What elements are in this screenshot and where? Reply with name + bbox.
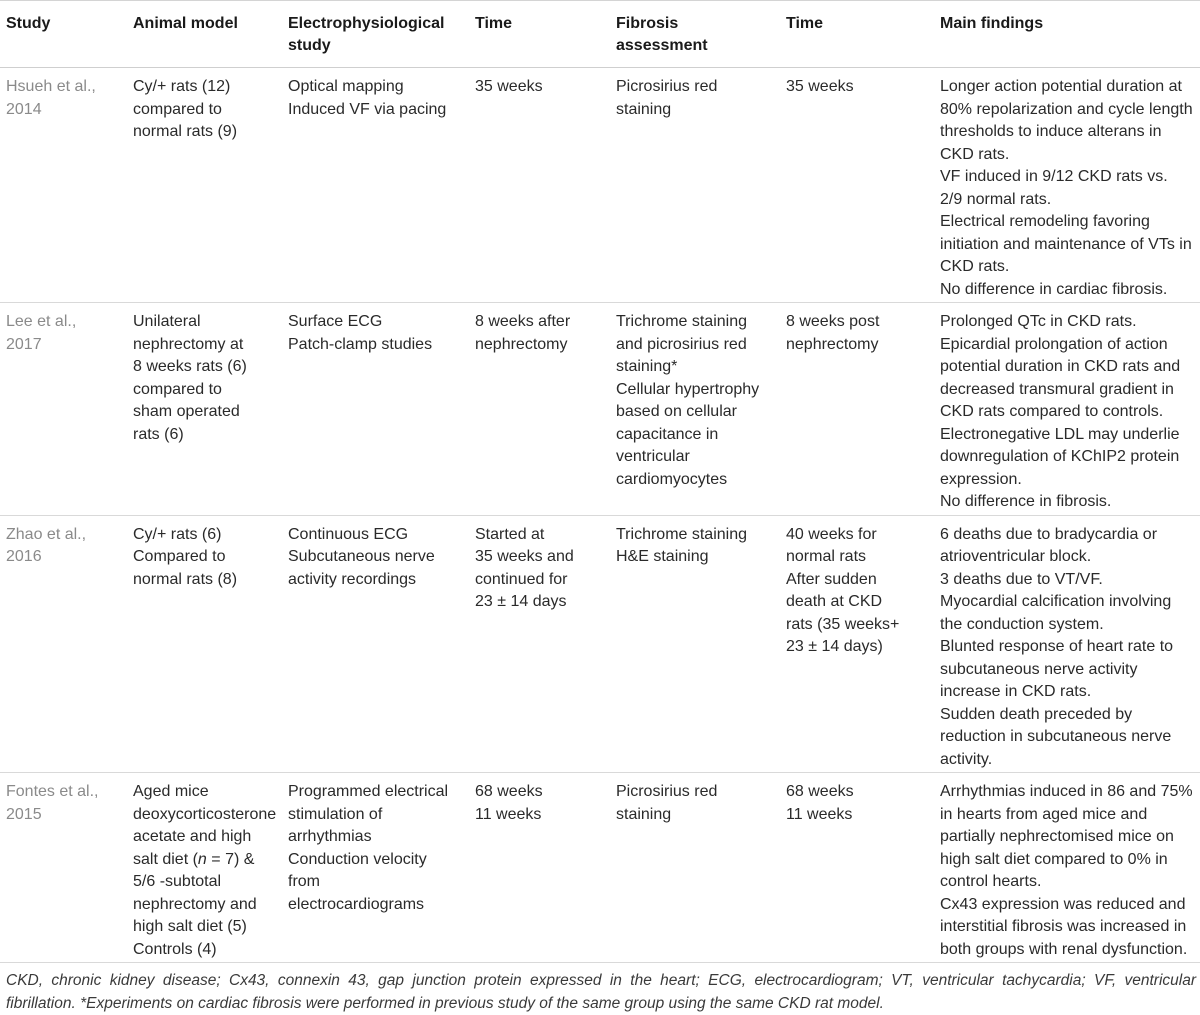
cell-line: normal rats (8) xyxy=(133,570,238,588)
cell-line: Subcutaneous nerve xyxy=(288,548,435,565)
cell-line: control hearts. xyxy=(940,873,1042,890)
cell-line: both groups with renal dysfunction. xyxy=(940,940,1188,958)
electrophysiological-study-cell xyxy=(280,68,467,303)
cell-line: nephrectomy xyxy=(786,335,879,353)
cell-line: initiation and maintenance of VTs in xyxy=(940,235,1192,253)
cell-line: 2017 xyxy=(6,335,42,353)
header-electrophysiological-study: Electrophysiological study xyxy=(288,15,445,54)
cell-line: 2016 xyxy=(6,548,42,565)
cell-line: deoxycorticosterone xyxy=(133,805,277,823)
cell-line: nephrectomy and xyxy=(133,895,257,913)
cell-line: staining xyxy=(616,100,672,118)
study-cell xyxy=(0,68,125,303)
cell-line: Electronegative LDL may underlie xyxy=(940,425,1180,443)
cell-line: electrocardiograms xyxy=(288,895,425,913)
cell-line: rats (6) xyxy=(133,425,184,443)
cell-line: 3 deaths due to VT/VF. xyxy=(940,570,1103,588)
table-row xyxy=(0,303,1200,516)
cell-line: Cx43 expression was reduced and xyxy=(940,895,1186,913)
cell-line: CKD rats. xyxy=(940,258,1010,275)
main-findings-cell xyxy=(932,773,1200,963)
animal-model-cell xyxy=(125,303,280,516)
cell-line: normal rats (9) xyxy=(133,123,238,140)
cell-line: staining* xyxy=(616,358,678,375)
cell-line: reduction in subcutaneous nerve xyxy=(940,728,1172,745)
cell-line: nephrectomy at xyxy=(133,335,244,353)
cell-line: Cy/+ rats (12) xyxy=(133,78,231,95)
cell-line: acetate and high xyxy=(133,828,252,845)
fibrosis-time-cell xyxy=(778,303,932,516)
header-study: Study xyxy=(6,15,51,32)
cell-line: Cellular hypertrophy xyxy=(616,380,760,398)
cell-line: H&E staining xyxy=(616,548,709,565)
cell-line: 40 weeks for xyxy=(786,525,877,543)
cell-line: salt diet (n = 7) & xyxy=(133,850,255,868)
cell-line: Aged mice xyxy=(133,783,209,800)
time-cell xyxy=(467,773,608,963)
cell-line: Conduction velocity xyxy=(288,850,427,868)
cell-line: Picrosirius red xyxy=(616,78,718,95)
cell-line: from xyxy=(288,873,320,890)
cell-line: based on cellular xyxy=(616,403,737,420)
main-findings-cell xyxy=(932,68,1200,303)
cell-line: ventricular xyxy=(616,448,690,465)
cell-line: Programmed electrical xyxy=(288,783,449,800)
cell-line: Picrosirius red xyxy=(616,783,718,800)
fibrosis-assessment-cell xyxy=(608,773,778,963)
fibrosis-assessment-cell xyxy=(608,68,778,303)
fibrosis-time-cell xyxy=(778,515,932,773)
cell-line: Surface ECG xyxy=(288,313,383,330)
main-findings-cell xyxy=(932,303,1200,516)
cell-line: 35 weeks and xyxy=(475,548,574,565)
time-cell xyxy=(467,515,608,773)
header-time: Time xyxy=(475,15,513,32)
cell-line: partially nephrectomised mice on xyxy=(940,828,1174,845)
cell-line: No difference in cardiac fibrosis. xyxy=(940,280,1168,298)
cell-line: Zhao et al., xyxy=(6,525,87,543)
cell-line: Prolonged QTc in CKD rats. xyxy=(940,313,1137,330)
cell-line: high salt diet (5) xyxy=(133,918,247,935)
cell-line: Continuous ECG xyxy=(288,525,409,543)
cell-line: 23 ± 14 days) xyxy=(786,638,883,655)
cell-line: 68 weeks xyxy=(475,783,543,800)
cell-line: 2014 xyxy=(6,100,42,118)
cell-line: compared to xyxy=(133,100,222,118)
cell-line: Trichrome staining xyxy=(616,313,748,330)
animal-model-cell xyxy=(125,773,280,963)
cell-line: 80% repolarization and cycle length xyxy=(940,100,1193,118)
table-row xyxy=(0,68,1200,303)
cell-line: 2/9 normal rats. xyxy=(940,190,1052,208)
cell-line: continued for xyxy=(475,570,568,588)
cell-line: 68 weeks xyxy=(786,783,854,800)
cell-line: arrhythmias xyxy=(288,828,372,845)
cell-line: cardiomyocytes xyxy=(616,470,728,488)
cell-line: Unilateral xyxy=(133,313,201,330)
electrophysiological-study-cell xyxy=(280,515,467,773)
time-cell xyxy=(467,303,608,516)
cell-line: atrioventricular block. xyxy=(940,548,1092,565)
cell-line: Sudden death preceded by xyxy=(940,705,1133,723)
cell-line: Trichrome staining xyxy=(616,525,748,543)
cell-line: Induced VF via pacing xyxy=(288,100,447,118)
table-row xyxy=(0,773,1200,963)
cell-line: stimulation of xyxy=(288,805,383,823)
cell-line: expression. xyxy=(940,470,1022,488)
animal-model-cell xyxy=(125,515,280,773)
cell-line: downregulation of KChIP2 protein xyxy=(940,448,1180,465)
study-cell xyxy=(0,303,125,516)
cell-line: subcutaneous nerve activity xyxy=(940,660,1138,678)
cell-line: potential duration in CKD rats and xyxy=(940,358,1181,375)
study-cell xyxy=(0,773,125,963)
cell-line: VF induced in 9/12 CKD rats vs. xyxy=(940,168,1168,185)
fibrosis-assessment-cell xyxy=(608,303,778,516)
fibrosis-assessment-cell xyxy=(608,515,778,773)
cell-line: the conduction system. xyxy=(940,615,1104,633)
cell-line: nephrectomy xyxy=(475,335,568,353)
cell-line: activity recordings xyxy=(288,570,417,588)
fibrosis-time-cell xyxy=(778,68,932,303)
cell-line: activity. xyxy=(940,750,993,768)
cell-line: CKD rats. xyxy=(940,145,1010,163)
electrophysiological-study-cell xyxy=(280,773,467,963)
cell-line: 35 weeks xyxy=(786,78,854,95)
cell-line: in hearts from aged mice and xyxy=(940,805,1148,823)
cell-line: decreased transmural gradient in xyxy=(940,380,1174,398)
cell-line: thresholds to induce alterans in xyxy=(940,123,1162,140)
cell-line: increase in CKD rats. xyxy=(940,683,1092,700)
cell-line: 6 deaths due to bradycardia or xyxy=(940,525,1158,543)
cell-line: Epicardial prolongation of action xyxy=(940,335,1168,353)
cell-line: 2015 xyxy=(6,805,42,823)
cell-line: 11 weeks xyxy=(475,805,542,823)
cell-line: 35 weeks xyxy=(475,78,543,95)
cell-line: interstitial fibrosis was increased in xyxy=(940,918,1187,935)
header-fibrosis-assessment: Fibrosis assessment xyxy=(616,15,708,54)
header-main-findings: Main findings xyxy=(940,15,1044,32)
cell-line: 8 weeks after xyxy=(475,313,571,330)
cell-line: CKD rats compared to controls. xyxy=(940,403,1164,420)
cell-line: death at CKD xyxy=(786,593,883,610)
header-animal-model: Animal model xyxy=(133,15,238,32)
header-time-fibrosis: Time xyxy=(786,15,824,32)
cell-line: 5/6 -subtotal xyxy=(133,873,222,890)
cell-line: Blunted response of heart rate to xyxy=(940,638,1174,655)
cell-line: Arrhythmias induced in 86 and 75% xyxy=(940,783,1193,800)
cell-line: Electrical remodeling favoring xyxy=(940,213,1150,230)
cell-line: normal rats xyxy=(786,548,867,565)
cell-line: sham operated xyxy=(133,403,240,420)
footnote-line: fibrillation. *Experiments on cardiac fibrosis were performed in previous study of the same group using the same CKD rat model. xyxy=(6,995,884,1012)
cell-line: staining xyxy=(616,805,672,823)
cell-line: 8 weeks rats (6) xyxy=(133,358,247,375)
cell-line: Started at xyxy=(475,525,545,543)
cell-line: Fontes et al., xyxy=(6,783,99,800)
cell-line: 11 weeks xyxy=(786,805,853,823)
table-header-row xyxy=(0,1,1200,68)
table-footnote xyxy=(0,963,1200,1015)
electrophysiological-study-cell xyxy=(280,303,467,516)
cell-line: Myocardial calcification involving xyxy=(940,593,1172,610)
footnote-line: CKD, chronic kidney disease; Cx43, connexin 43, gap junction protein expressed in the heart; ECG, electrocardiogram; VT, ventricular tachycardia; VF, ventricular xyxy=(6,972,1196,989)
cell-line: compared to xyxy=(133,380,222,398)
cell-line: Longer action potential duration at xyxy=(940,78,1182,95)
cell-line: Hsueh et al., xyxy=(6,78,96,95)
cell-line: 23 ± 14 days xyxy=(475,593,567,610)
animal-model-cell xyxy=(125,68,280,303)
study-cell xyxy=(0,515,125,773)
cell-line: After sudden xyxy=(786,570,877,588)
cell-line: Patch-clamp studies xyxy=(288,335,433,353)
cell-line: rats (35 weeks+ xyxy=(786,615,900,633)
fibrosis-time-cell xyxy=(778,773,932,963)
cell-line: Lee et al., xyxy=(6,313,77,330)
cell-line: and picrosirius red xyxy=(616,335,747,353)
cell-line: high salt diet compared to 0% in xyxy=(940,850,1168,868)
cell-line: Cy/+ rats (6) xyxy=(133,525,222,543)
cell-line: No difference in fibrosis. xyxy=(940,493,1112,510)
cell-line: 8 weeks post xyxy=(786,313,880,330)
main-findings-cell xyxy=(932,515,1200,773)
cell-line: capacitance in xyxy=(616,425,719,443)
cell-line: Compared to xyxy=(133,548,226,565)
cell-line: Controls (4) xyxy=(133,940,217,958)
time-cell xyxy=(467,68,608,303)
cell-line: Optical mapping xyxy=(288,78,404,95)
table-row xyxy=(0,515,1200,773)
